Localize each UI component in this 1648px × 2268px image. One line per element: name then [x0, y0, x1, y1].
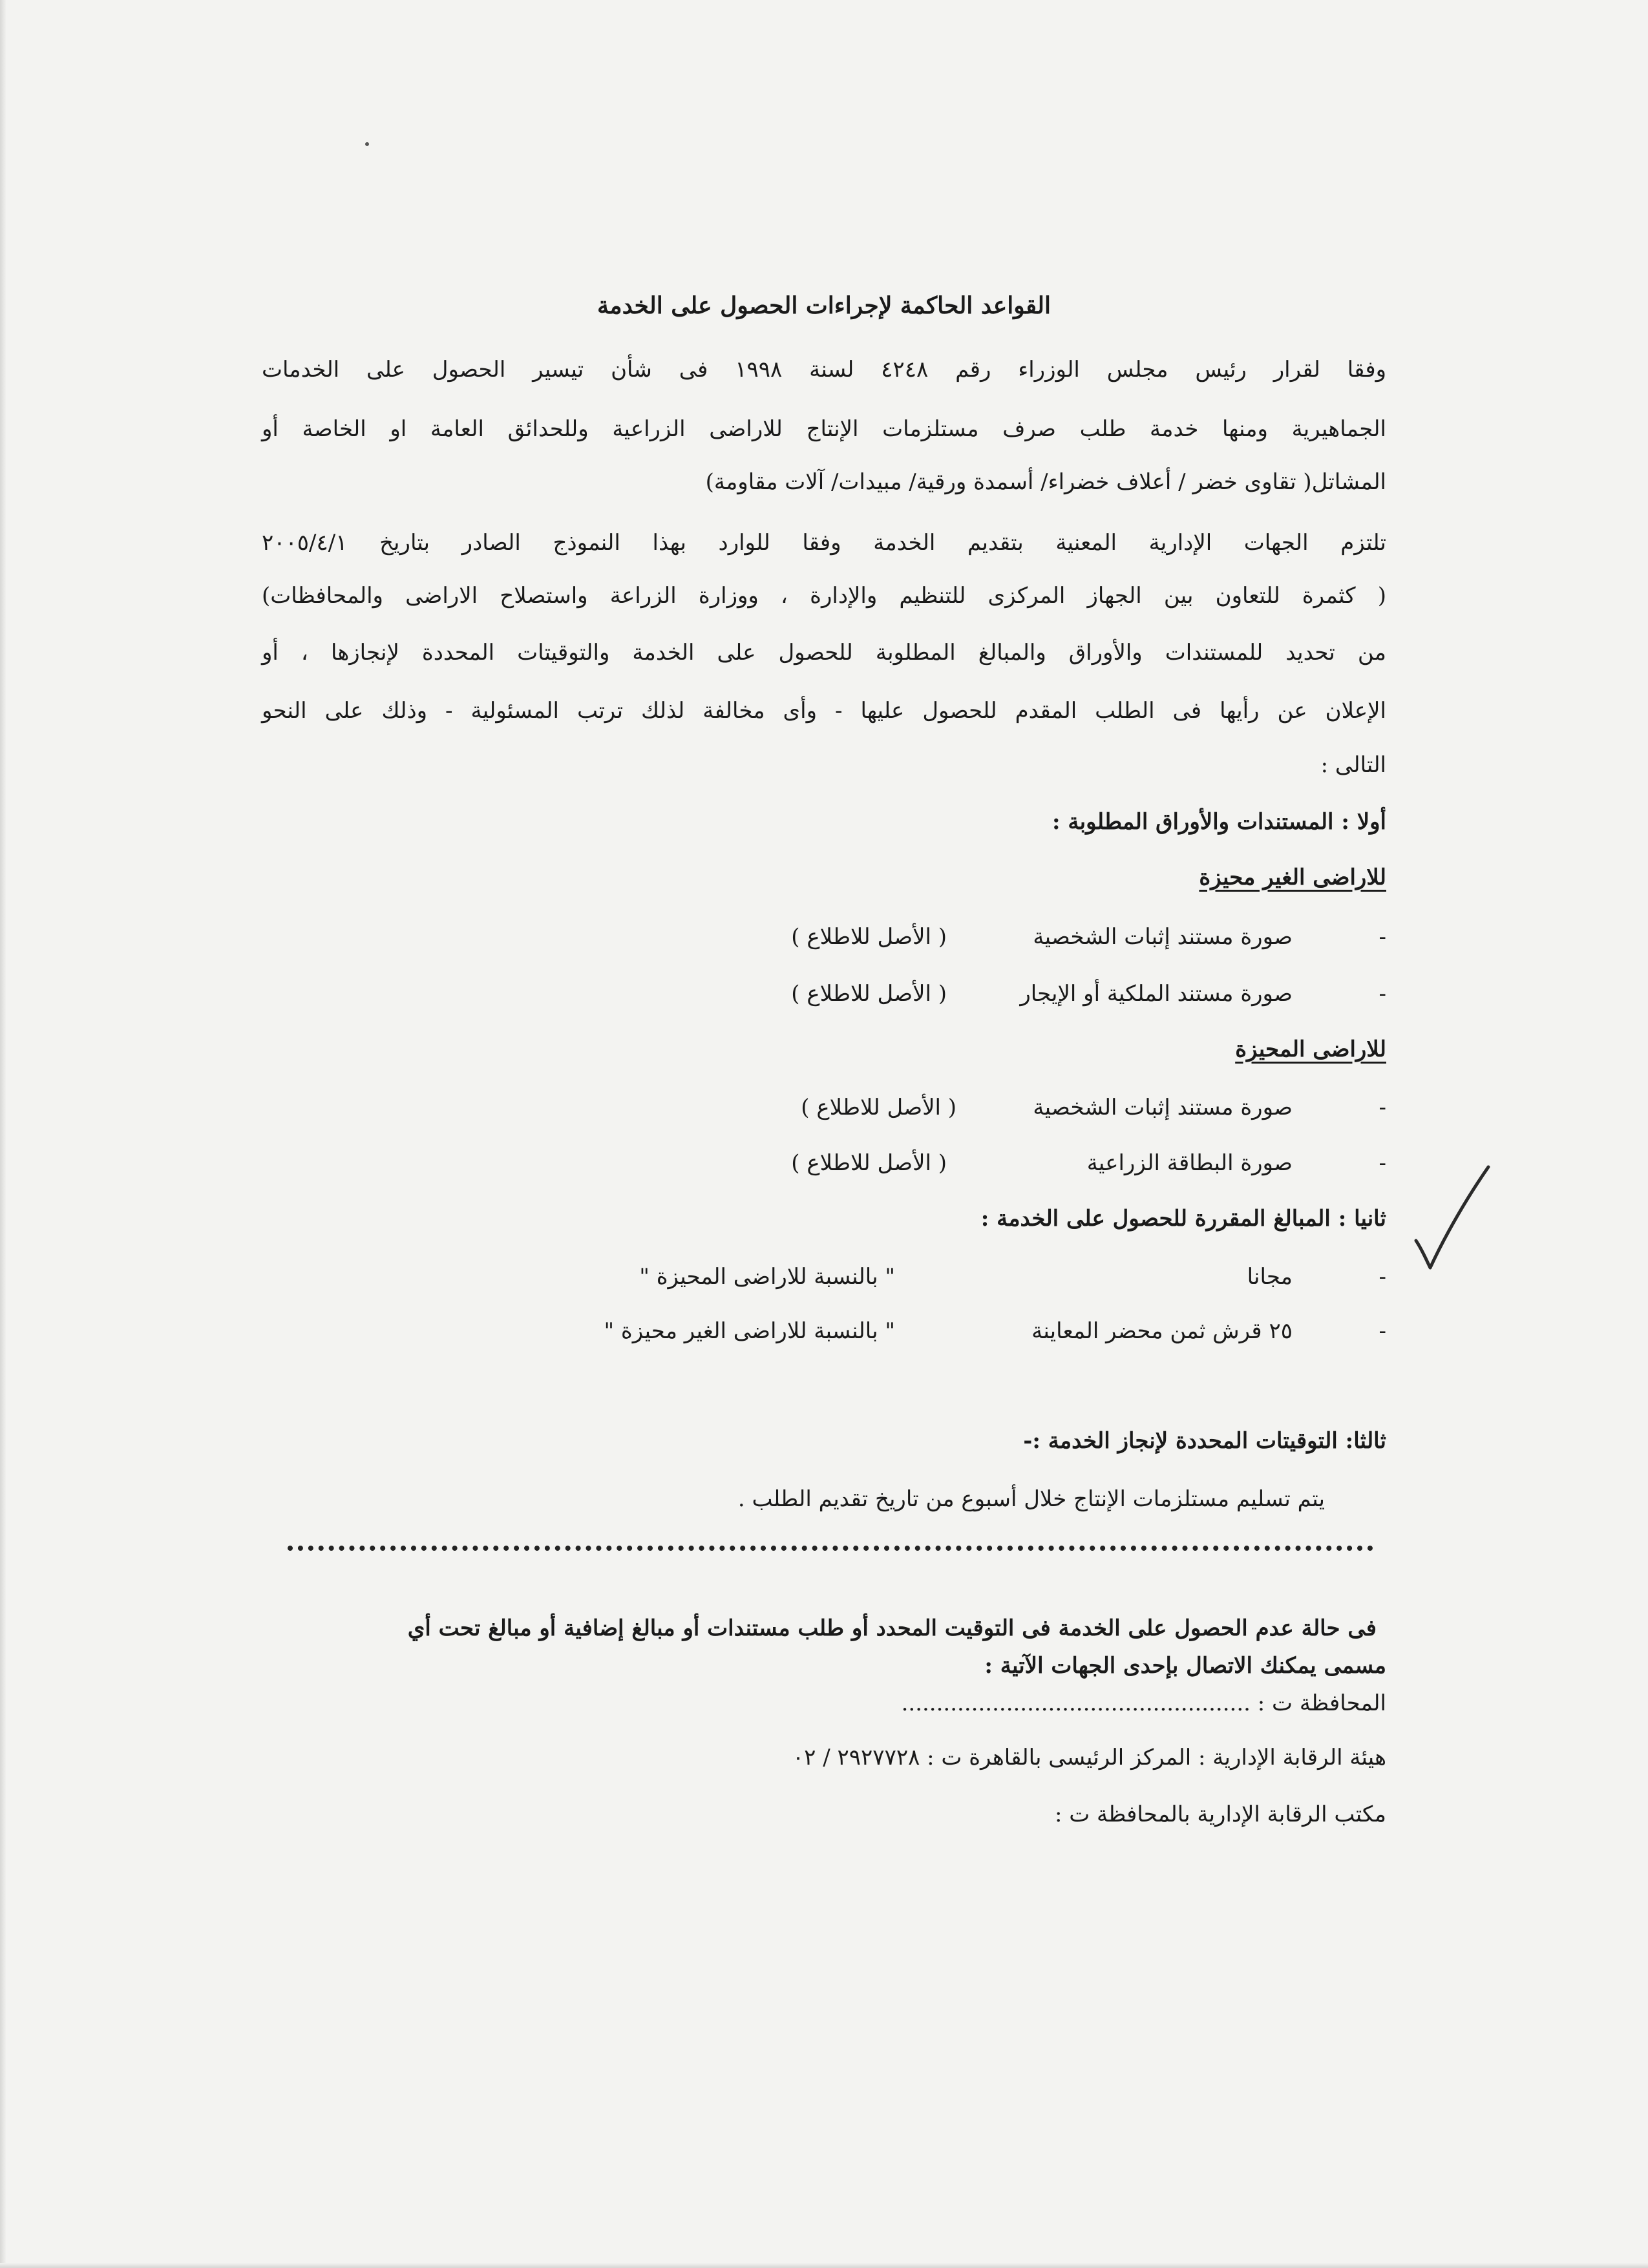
- list-item: [262, 1092, 1386, 1123]
- notice-line-1: فى حالة عدم الحصول على الخدمة فى التوقيت المحدد أو طلب مستندات أو مبالغ إضافية أو مبالغ تحت أي: [407, 1615, 1377, 1641]
- list-dash: -: [1379, 1150, 1386, 1176]
- intro-line-7: الإعلان عن رأيها فى الطلب المقدم للحصول عليها - وأى مخالفة لذلك ترتب المسئولية - وذلك على النحو: [262, 698, 1386, 724]
- list-item-note: " بالنسبة للاراضى الغير محيزة ": [604, 1318, 895, 1344]
- scan-left-edge: [0, 0, 6, 2268]
- intro-line-4: تلتزم الجهات الإدارية المعنية بتقديم الخدمة وفقا للوارد بهذا النموذج الصادر بتاريخ ٢٠٠٥/٤/١: [262, 530, 1386, 556]
- list-item-text: ٢٥ قرش ثمن محضر المعاينة: [1031, 1318, 1293, 1344]
- list-item-text: مجانا: [1247, 1264, 1293, 1290]
- notice-line-2: مسمى يمكنك الاتصال بإحدى الجهات الآتية :: [984, 1653, 1386, 1679]
- list-item: [262, 1148, 1386, 1179]
- list-item-note: ( الأصل للاطلاع ): [801, 1095, 956, 1120]
- list-dash: -: [1379, 981, 1386, 1007]
- dotted-separator: [288, 1546, 1373, 1551]
- section1-heading: أولا : المستندات والأوراق المطلوبة :: [1052, 809, 1386, 835]
- list-item: [262, 921, 1386, 952]
- document-title: القواعد الحاكمة لإجراءات الحصول على الخدمة: [597, 292, 1051, 319]
- intro-line-2: الجماهيرية ومنها خدمة طلب صرف مستلزمات الإنتاج للاراضى الزراعية وللحدائق العامة او الخاصة أو: [262, 416, 1386, 442]
- intro-line-5: ( كثمرة للتعاون بين الجهاز المركزى للتنظيم والإدارة ، ووزارة الزراعة واستصلاح الاراضى والمحافظات): [262, 583, 1386, 609]
- list-item: [262, 1316, 1386, 1347]
- subheading-fenced-land: للاراضى المحيزة: [1235, 1036, 1386, 1062]
- section3-heading: ثالثا: التوقيتات المحددة لإنجاز الخدمة :-: [1023, 1428, 1386, 1454]
- intro-line-1: وفقا لقرار رئيس مجلس الوزراء رقم ٤٢٤٨ لسنة ١٩٩٨ فى شأن تيسير الحصول على الخدمات: [262, 357, 1386, 383]
- list-item: [262, 1261, 1386, 1292]
- governorate-phone: المحافظة ت : ..................................................: [901, 1690, 1386, 1716]
- section3-text: يتم تسليم مستلزمات الإنتاج خلال أسبوع من تاريخ تقديم الطلب .: [737, 1486, 1325, 1512]
- list-item-note: ( الأصل للاطلاع ): [791, 1150, 947, 1176]
- control-authority-phone: هيئة الرقابة الإدارية : المركز الرئيسى بالقاهرة ت : ٢٩٢٧٧٢٨ / ٠٢: [792, 1745, 1386, 1770]
- list-dash: -: [1379, 1095, 1386, 1120]
- list-item-note: " بالنسبة للاراضى المحيزة ": [639, 1264, 895, 1290]
- section2-heading: ثانيا : المبالغ المقررة للحصول على الخدمة :: [980, 1206, 1386, 1232]
- list-item-note: ( الأصل للاطلاع ): [791, 981, 947, 1007]
- list-item-text: صورة البطاقة الزراعية: [1086, 1150, 1293, 1176]
- list-dash: -: [1379, 1318, 1386, 1344]
- list-dash: -: [1379, 924, 1386, 950]
- list-item: [262, 978, 1386, 1009]
- intro-line-6: من تحديد للمستندات والأوراق والمبالغ المطلوبة للحصول على الخدمة والتوقيتات المحددة لإنجازها ، أو: [262, 640, 1386, 666]
- intro-line-3: المشاتل( تقاوى خضر / أعلاف خضراء/ أسمدة ورقية/ مبيدات/ آلات مقاومة): [705, 469, 1386, 495]
- handwritten-checkmark-icon: [1412, 1163, 1496, 1273]
- list-item-text: صورة مستند الملكية أو الإيجار: [1020, 981, 1293, 1007]
- list-dash: -: [1379, 1264, 1386, 1290]
- intro-line-8: التالى :: [1320, 752, 1386, 778]
- subheading-unfenced-land: للاراضى الغير محيزة: [1199, 865, 1386, 890]
- control-office-phone: مكتب الرقابة الإدارية بالمحافظة ت :: [1054, 1801, 1386, 1827]
- scan-speck: [365, 142, 369, 146]
- list-item-note: ( الأصل للاطلاع ): [791, 924, 947, 950]
- list-item-text: صورة مستند إثبات الشخصية: [1033, 1095, 1293, 1120]
- list-item-text: صورة مستند إثبات الشخصية: [1033, 924, 1293, 950]
- scan-bottom-edge: [0, 2263, 1648, 2268]
